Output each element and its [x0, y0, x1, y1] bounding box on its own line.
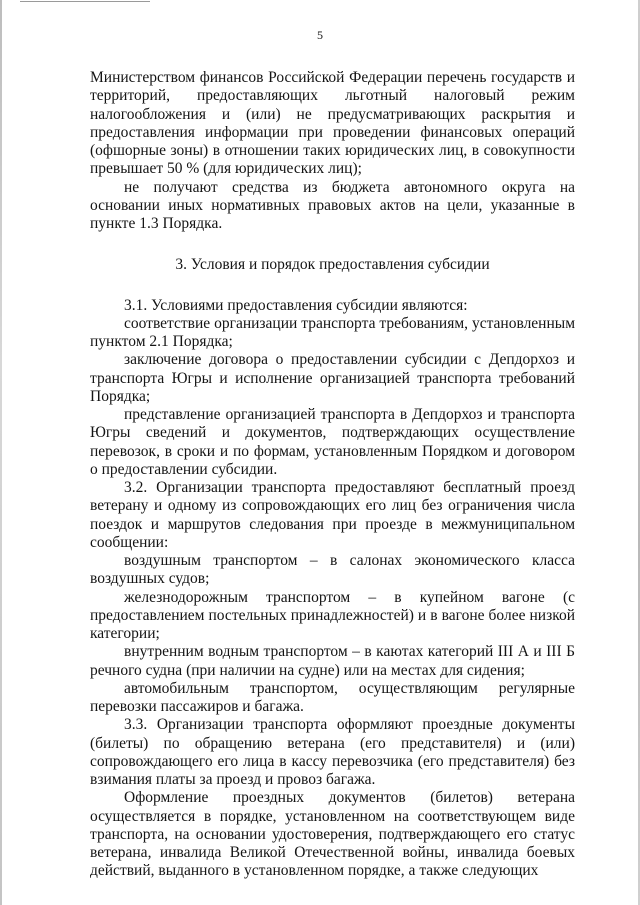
paragraph: не получают средства из бюджета автономного округа на основании иных нормативных правовых актов на цели, указанные в пункте 1.3 Порядка. [90, 178, 575, 232]
scan-edge-left [0, 0, 2, 905]
paragraph: заключение договора о предоставлении субсидии с Депдорхоз и транспорта Югры и исполнение организацией транспорта требований Порядка; [90, 351, 575, 405]
document-body [90, 69, 575, 881]
paragraph: 3.3. Организации транспорта оформляют проездные документы (билеты) по обращению ветерана (его представителя) и (или) сопровождающего его лица в кассу перевозчика (его представителя) без взимания платы за проезд и провоз багажа. [90, 716, 575, 788]
paragraph: Оформление проездных документов (билетов) ветерана осуществляется в порядке, установленном на соответствующем виде транспорта, на основании удостоверения, подтверждающего его статус ветерана, инвалида Великой Отечественной войны, инвалида боевых действий, выданного в установленном порядке, а также следующих [90, 789, 575, 880]
section-heading: 3. Условия и порядок предоставления субсидии [175, 256, 490, 274]
paragraph: железнодорожным транспортом – в купейном вагоне (с предоставлением постельных принадлежностей) и в вагоне более низкой категории; [90, 588, 575, 642]
paragraph: воздушным транспортом – в салонах экономического класса воздушных судов; [90, 552, 575, 588]
paragraph: 3.1. Условиями предоставления субсидии являются: [124, 296, 468, 314]
spacer [90, 275, 575, 297]
spacer [90, 233, 575, 256]
paragraph: 3.2. Организации транспорта предоставляют бесплатный проезд ветерану и одному из сопровождающих его лиц без ограничения числа поездок и маршрутов следования при проезде в межмуниципальном сообщении: [90, 479, 575, 551]
paragraph: внутренним водным транспортом – в каютах категорий III А и III Б речного судна (при наличии на судне) или на местах для сидения; [90, 643, 575, 679]
paragraph: автомобильным транспортом, осуществляющим регулярные перевозки пассажиров и багажа. [90, 679, 575, 715]
scan-edge-top [20, 1, 150, 2]
paragraph: соответствие организации транспорта требованиям, установленным пунктом 2.1 Порядка; [90, 314, 575, 350]
paragraph: представление организацией транспорта в Депдорхоз и транспорта Югры сведений и документов, подтверждающих осуществление перевозок, в сроки и по формам, установленным Порядком и договором о предоставлении субсидии. [90, 406, 575, 478]
page-number: 5 [317, 28, 323, 42]
paragraph: Министерством финансов Российской Федерации перечень государств и территорий, предоставляющих льготный налоговый режим налогообложения и (или) не предусматривающих раскрытия и предоставления информации при проведении финансовых операций (офшорные зоны) в отношении таких юридических лиц, в совокупности превышает 50 % (для юридических лиц); [90, 69, 575, 178]
